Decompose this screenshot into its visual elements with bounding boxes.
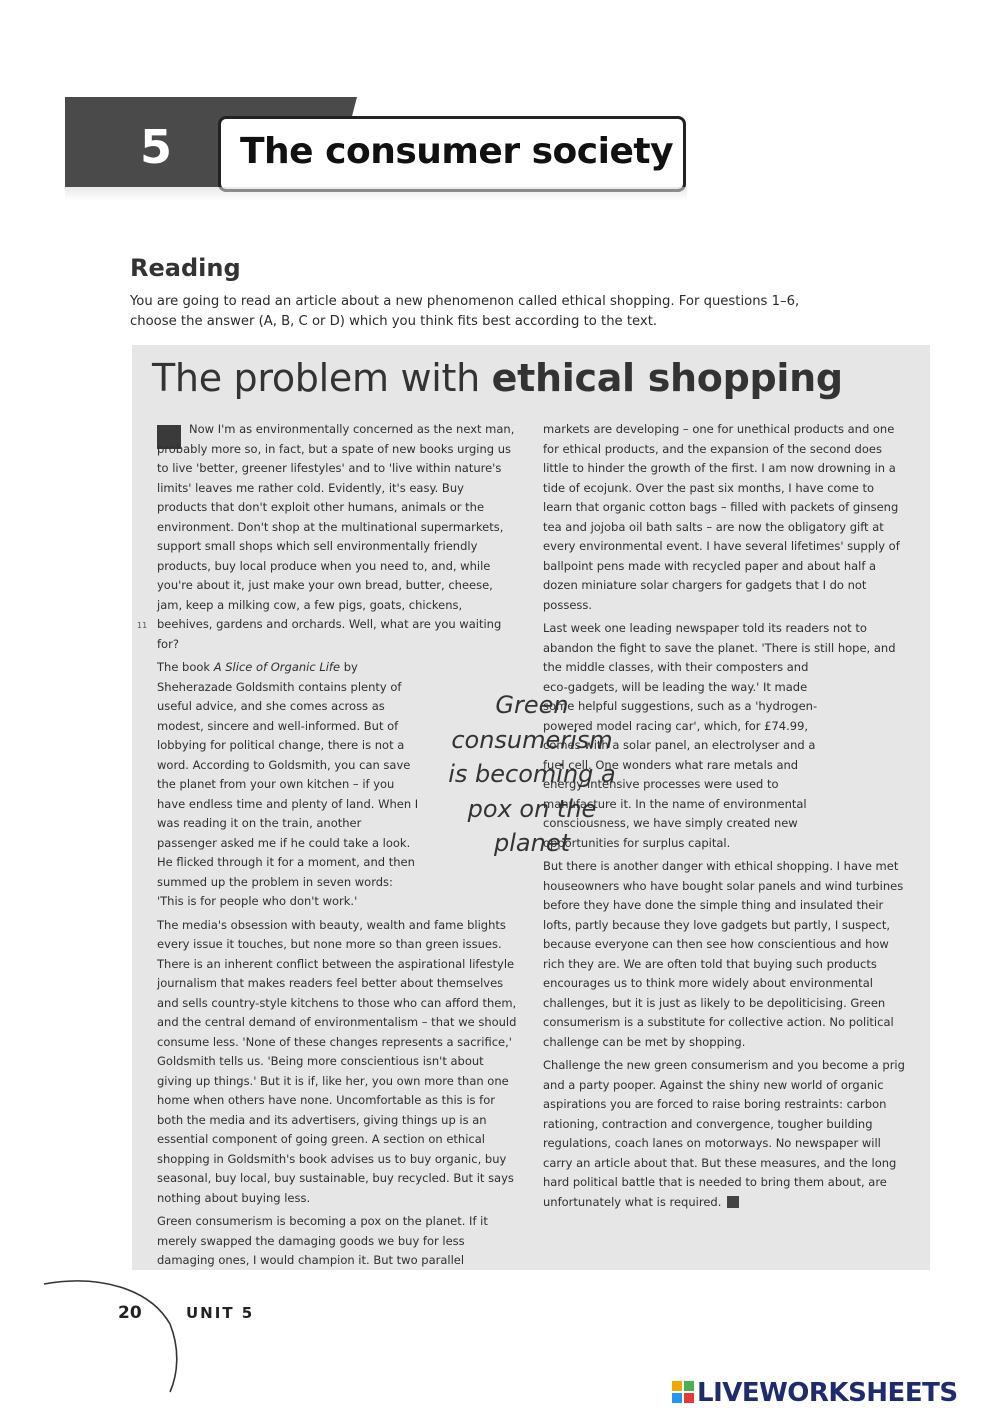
right-paragraph-3: But there is another danger with ethical shopping. I have met houseowners who have bought solar panels and wind turbines before they have done the simple thing and insulated their lofts, partly because they love gadgets but partly, I suspect, because everyone can then see how conscientious and how rich they are. We are often told that buying such products encourages us to think more widely about environmental challenges, but it is just as likely to be depoliticising. Green consumerism is a substitute for collective action. No political challenge can be met by shopping. bbox=[543, 859, 904, 1049]
left-p2-rest: by Sheherazade Goldsmith contains plenty of useful advice, and she comes across as modest, sincere and well-informed. But of lobbying for political change, there is not a word. According to Goldsmith, you can save the planet from your own kitchen – if you have endless time and plenty of land. When I was reading it on the train, another passenger asked me if he could take a look. He flicked through it for a moment, and then summed up the problem in seven words: 'This is for people who don't work.' bbox=[157, 660, 419, 908]
page-number: 20 bbox=[118, 1303, 142, 1323]
headline-light: The problem with bbox=[152, 356, 492, 400]
end-mark bbox=[727, 1196, 739, 1208]
left-p1-text: Now I'm as environmentally concerned as the next man, probably more so, in fact, but a spate of new books urging us to live 'better, greener lifestyles' and to 'live within nature's limits' leaves me rather cold. Evidently, it's easy. Buy products that don't exploit other humans, animals or the environment. Don't shop at the multinational supermarkets, support small shops which sell environmentally friendly products, buy local produce when you need to, and, while you're about it, just make your own bread, butter, cheese, jam, keep a milking cow, a few pigs, goats, chickens, beehives, gardens and orchards. Well, what are you waiting for? bbox=[157, 422, 515, 651]
left-paragraph-1 bbox=[157, 420, 517, 654]
liveworksheets-logo-icon bbox=[672, 1381, 694, 1403]
footer-curve bbox=[40, 1274, 180, 1394]
unit-label: UNIT 5 bbox=[186, 1304, 255, 1322]
right-paragraph-2-wrap: eco-gadgets, will be leading the way.' It made some helpful suggestions, such as a 'hydrogen-powered model racing car', which, for £74.99, comes with a solar panel, an electrolyser and a fuel cell. One wonders what rare metals and energy-intensive processes were used to manufacture it. In the name of environmental consciousness, we have simply created new opportunities for surplus capital. bbox=[543, 679, 818, 850]
right-paragraph-1: markets are developing – one for unethical products and one for ethical products, and the expansion of the second does little to hinder the growth of the first. I am now drowning in a tide of ecojunk. Over the past six months, I have come to learn that organic cotton bags – filled with packets of ginseng tea and jojoba oil bath salts – are now the obligatory gift at every environmental event. I have several lifetimes' supply of ballpoint pens made with recycled paper and about half a dozen miniature solar chargers for gadgets that I do not possess. bbox=[543, 422, 900, 612]
left-p2-start: The book bbox=[157, 660, 214, 674]
section-heading: Reading bbox=[130, 254, 241, 282]
right-paragraph-4 bbox=[543, 1056, 905, 1212]
book-title: A Slice of Organic Life bbox=[213, 660, 341, 674]
header-shadow bbox=[65, 187, 687, 201]
unit-title: The consumer society bbox=[240, 131, 674, 172]
line-marker: 11 bbox=[137, 621, 148, 630]
left-paragraph-3: The media's obsession with beauty, wealth and fame blights every issue it touches, but none more so than green issues. There is an inherent conflict between the aspirational lifestyle journalism that makes readers feel better about themselves and sells country-style kitchens to those who can afford them, and the central demand of environmentalism – that we should consume less. 'None of these changes represents a sacrifice,' Goldsmith tells us. 'Being more conscientious isn't about giving up things.' But it is if, like her, you own more than one home when others have none. Uncomfortable as this is for both the media and its advertisers, giving things up is an essential component of going green. A section on ethical shopping in Goldsmith's book advises us to buy organic, buy seasonal, buy local, buy sustainable, buy recycled. But it says nothing about buying less. bbox=[157, 917, 517, 1205]
article-headline bbox=[152, 356, 843, 400]
left-paragraph-2 bbox=[157, 658, 422, 912]
headline-bold: ethical shopping bbox=[491, 356, 843, 400]
liveworksheets-watermark[interactable]: LIVEWORKSHEETS bbox=[697, 1378, 958, 1408]
reading-instructions: You are going to read an article about a new phenomenon called ethical shopping. For questions 1–6, choose the answer (A, B, C or D) which you think fits best according to the text. bbox=[130, 294, 800, 329]
article-column-right bbox=[543, 420, 905, 1216]
right-paragraph-2-intro: Last week one leading newspaper told its readers not to abandon the fight to save the planet. 'There is still hope, and the middle classes, with their composters and bbox=[543, 621, 896, 674]
right-p4-text: Challenge the new green consumerism and you become a prig and a party pooper. Against the shiny new world of organic aspirations you are forced to raise boring restraints: carbon rationing, contraction and convergence, tougher building regulations, coach lanes on motorways. No newspaper will carry an article about that. But these measures, and the long hard political battle that is needed to bring them about, are unfortunately what is required. bbox=[543, 1058, 905, 1209]
left-paragraph-4: Green consumerism is becoming a pox on the planet. If it merely swapped the damaging goods we buy for less damaging ones, I would champion it. But two parallel bbox=[157, 1214, 488, 1267]
pull-quote: Green consumerism is becoming a pox on the planet bbox=[448, 691, 616, 857]
unit-number: 5 bbox=[140, 120, 173, 174]
